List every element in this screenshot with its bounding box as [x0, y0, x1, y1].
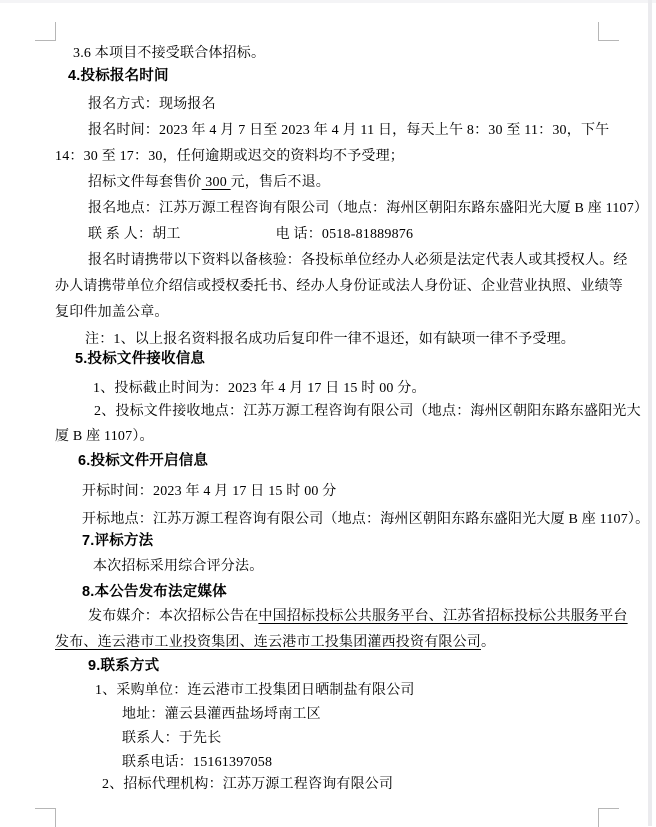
para-purchaser-contact: 联系人：于先长: [122, 731, 222, 746]
heading-section-4: 4.投标报名时间: [68, 68, 169, 84]
media-suffix: 。: [481, 635, 496, 650]
contact-phone: 电 话：0518-81889876: [275, 227, 414, 242]
text-boundary-mark-top-right: [598, 22, 619, 41]
heading-section-9: 9.联系方式: [88, 658, 160, 674]
para-contact: [88, 226, 413, 243]
para-open-time: 开标时间：2023 年 4 月 17 日 15 时 00 分: [82, 484, 337, 499]
para-registration-place: 报名地点：江苏万源工程咨询有限公司（地点：海州区朝阳东路东盛阳光大厦 B 座 1107）: [88, 201, 649, 216]
para-document-fee: [88, 174, 330, 191]
para-agency: 2、招标代理机构：江苏万源工程咨询有限公司: [102, 777, 394, 792]
text-boundary-mark-bottom-left: [35, 808, 56, 827]
media-prefix: 发布媒介：本次招标公告在: [88, 609, 259, 624]
para-media-2: [55, 634, 495, 651]
para-open-place: 开标地点：江苏万源工程咨询有限公司（地点：海州区朝阳东路东盛阳光大厦 B 座 1107）。: [82, 512, 650, 527]
heading-section-5: 5.投标文件接收信息: [75, 351, 206, 367]
para-registration-time-1: 报名时间：2023 年 4 月 7 日至 2023 年 4 月 11 日，每天上午 8：30 至 11：30，下午: [88, 123, 610, 138]
fee-amount-underlined: 300: [201, 175, 231, 190]
para-registration-method: 报名方式：现场报名: [88, 97, 216, 112]
para-no-joint-bid: 3.6 本项目不接受联合体招标。: [73, 46, 266, 61]
para-registration-time-2: 14：30 至 17：30，任何逾期或迟交的资料均不予受理；: [55, 149, 404, 164]
fee-suffix: 元，售后不退。: [230, 175, 331, 190]
para-receive-place-1: 2、投标文件接收地点：江苏万源工程咨询有限公司（地点：海州区朝阳东路东盛阳光大: [94, 404, 641, 419]
para-materials-3: 复印件加盖公章。: [55, 305, 169, 320]
para-materials-1: 报名时请携带以下资料以备核验：各投标单位经办人必须是法定代表人或其授权人。经: [88, 253, 628, 268]
para-purchaser-address: 地址：灌云县灌西盐场埒南工区: [122, 707, 321, 722]
para-note: 注：1、以上报名资料报名成功后复印件一律不退还，如有缺项一律不予受理。: [85, 332, 575, 347]
contact-person: 联 系 人：胡工: [88, 227, 181, 242]
para-bid-deadline: 1、投标截止时间为：2023 年 4 月 17 日 15 时 00 分。: [93, 381, 426, 396]
window-top-edge: [0, 0, 656, 3]
heading-section-8: 8.本公告发布法定媒体: [82, 584, 227, 600]
heading-section-6: 6.投标文件开启信息: [78, 453, 209, 469]
para-purchaser: 1、采购单位：连云港市工投集团日晒制盐有限公司: [95, 683, 415, 698]
para-materials-2: 办人请携带单位介绍信或授权委托书、经办人身份证或法人身份证、企业营业执照、业绩等: [55, 279, 623, 294]
para-evaluation-method: 本次招标采用综合评分法。: [93, 559, 264, 574]
fee-prefix: 招标文件每套售价: [88, 175, 202, 190]
para-receive-place-2: 厦 B 座 1107）。: [55, 429, 154, 444]
para-purchaser-phone: 联系电话：15161397058: [122, 755, 273, 770]
text-boundary-mark-bottom-right: [598, 808, 619, 827]
media-platforms-underlined: 中国招标投标公共服务平台、江苏省招标投标公共服务平台: [258, 609, 628, 624]
window-right-edge: [648, 0, 652, 826]
text-boundary-mark-top-left: [35, 22, 56, 41]
heading-section-7: 7.评标方法: [82, 533, 154, 549]
para-media-1: [88, 608, 628, 625]
media-platforms-underlined-2: 发布、连云港市工业投资集团、连云港市工投集团灌西投资有限公司: [55, 635, 481, 650]
